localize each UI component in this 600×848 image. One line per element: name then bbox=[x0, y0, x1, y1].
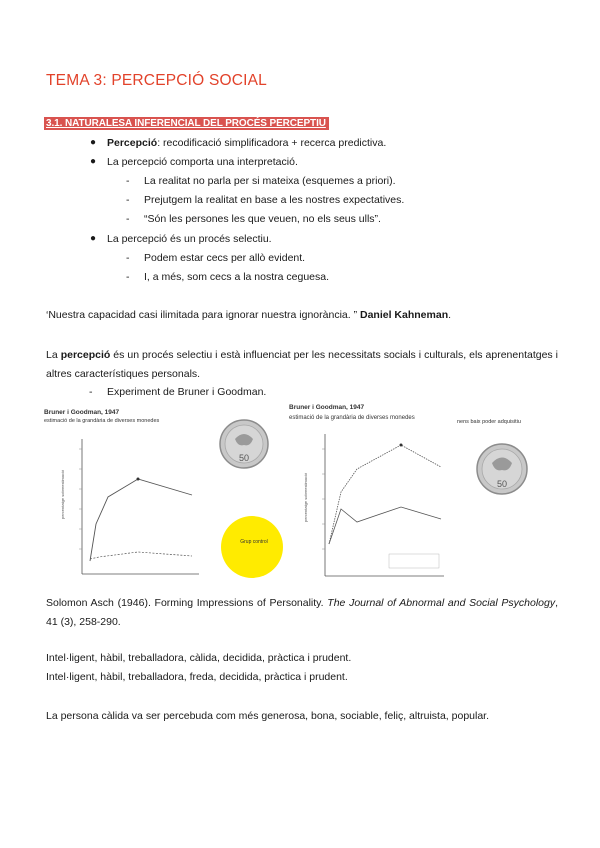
bullet-text: La percepció és un procés selectiu. bbox=[107, 233, 272, 245]
bullet-icon: ● bbox=[90, 156, 97, 167]
svg-text:percentatge sobreestimació: percentatge sobreestimació bbox=[60, 469, 65, 519]
dash-item: - I, a més, som cecs a la nostra ceguesa. bbox=[126, 271, 330, 283]
dash-item: - Experiment de Bruner i Goodman. bbox=[89, 386, 267, 398]
adjective-list-warm: Intel·ligent, hàbil, treballadora, càlida, decidida, pràctica i prudent. bbox=[46, 652, 352, 664]
figure-side-label: nens baix poder adquisitiu bbox=[457, 419, 521, 425]
figure-right-chart: Bruner i Goodman, 1947 estimació de la grandària de diverses monedes percentatge sobreestimació bbox=[289, 404, 449, 585]
dash-item: - “Són les persones les que veuen, no els seus ulls”. bbox=[126, 213, 381, 225]
bullet-bold-term: Percepció bbox=[107, 137, 158, 149]
bullet-item bbox=[90, 137, 387, 149]
journal-title: The Journal of Abnormal and Social Psychology bbox=[327, 597, 556, 609]
conclusion: La persona càlida va ser percebuda com més generosa, bona, sociable, feliç, altruista, popular. bbox=[46, 710, 490, 722]
bullet-text: : recodificació simplificadora + recerca predictiva. bbox=[157, 137, 387, 149]
citation: Solomon Asch (1946). Forming Impressions of Personality. The Journal of Abnormal and Social Psychology, 41 (3), 258-290. bbox=[46, 597, 559, 628]
quote-author: Daniel Kahneman bbox=[360, 309, 449, 321]
bullet-icon: ● bbox=[90, 233, 97, 244]
line-chart bbox=[44, 409, 204, 584]
coin-image bbox=[472, 440, 532, 498]
paragraph-perception: La percepció és un procés selectiu i està influenciat per les necessitats socials i culturals, els aprenentatges i altres característiques personals. bbox=[46, 349, 558, 380]
bullet-text: La percepció comporta una interpretació. bbox=[107, 156, 298, 168]
svg-text:percentatge sobreestimació: percentatge sobreestimació bbox=[303, 472, 308, 522]
dash-item: - Prejutgem la realitat en base a les nostres expectatives. bbox=[126, 194, 405, 206]
svg-text:50: 50 bbox=[496, 479, 508, 489]
coin-image bbox=[218, 415, 270, 473]
bullet-item bbox=[90, 233, 272, 245]
yellow-circle-label: Grup control bbox=[240, 539, 268, 545]
adjective-list-cold: Intel·ligent, hàbil, treballadora, freda, decidida, pràctica i prudent. bbox=[46, 671, 348, 683]
line-chart bbox=[289, 404, 449, 585]
dash-item: - Podem estar cecs per allò evident. bbox=[126, 252, 306, 264]
quote: ‘Nuestra capacidad casi ilimitada para ignorar nuestra ignorància. ” Daniel Kahneman. bbox=[46, 309, 452, 321]
dash-item: - La realitat no parla per si mateixa (esquemes a priori). bbox=[126, 175, 396, 187]
svg-text:50: 50 bbox=[238, 453, 250, 463]
bullet-icon: ● bbox=[90, 137, 97, 148]
bullet-item bbox=[90, 156, 298, 168]
section-heading: 3.1. NATURALESA INFERENCIAL DEL PROCÉS PERCEPTIU bbox=[44, 117, 329, 130]
figure-left-chart: Bruner i Goodman, 1947 estimació de la grandària de diverses monedes percentatge sobreestimació bbox=[44, 409, 204, 584]
yellow-circle bbox=[220, 515, 284, 579]
page-title: TEMA 3: PERCEPCIÓ SOCIAL bbox=[46, 72, 267, 89]
